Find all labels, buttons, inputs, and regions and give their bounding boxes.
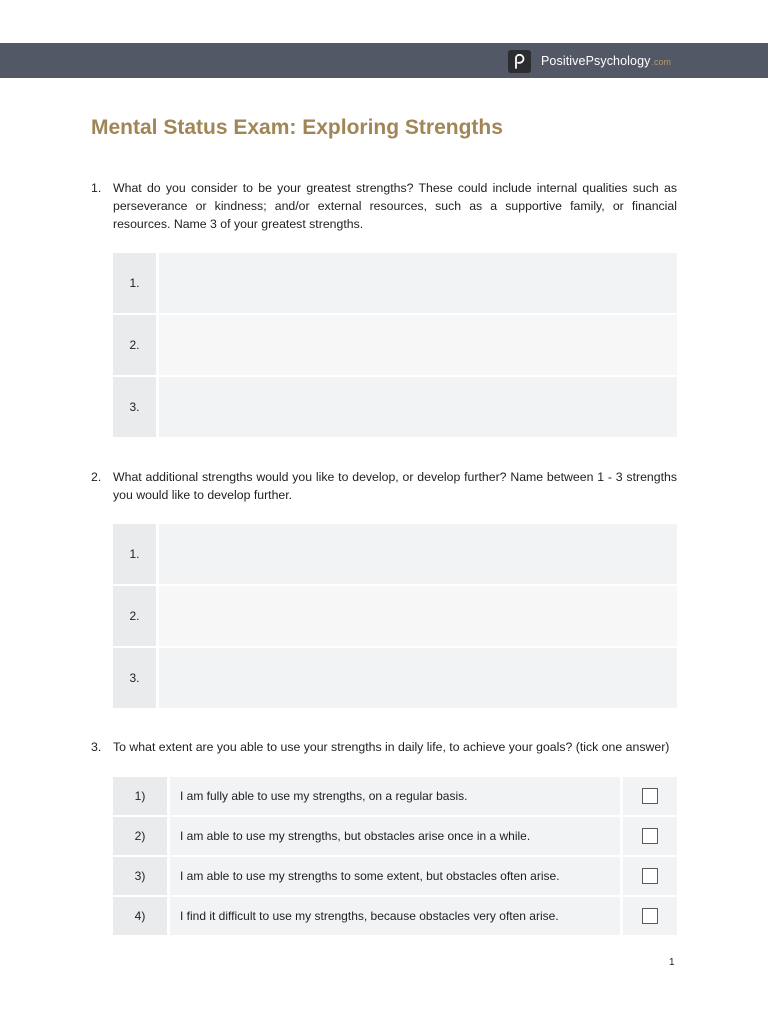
answer-table-2 (113, 524, 677, 710)
checkbox[interactable] (642, 788, 658, 804)
question-text: To what extent are you able to use your strengths in daily life, to achieve your goals? (tick one answer) (113, 740, 670, 754)
answer-field[interactable] (159, 524, 677, 584)
choice-row (113, 897, 677, 935)
choice-table (113, 777, 677, 937)
question-2 (91, 468, 677, 504)
answer-field[interactable] (159, 648, 677, 708)
answer-row-label: 1. (113, 524, 156, 584)
page-number: 1 (669, 957, 675, 968)
p-logo-icon (508, 50, 531, 73)
choice-checkbox-cell (623, 817, 677, 855)
answer-field[interactable] (159, 315, 677, 375)
brand-logo[interactable] (508, 49, 671, 73)
choice-number: 3) (113, 857, 167, 895)
answer-field[interactable] (159, 253, 677, 313)
answer-row (113, 586, 677, 646)
answer-field[interactable] (159, 377, 677, 437)
question-text: What additional strengths would you like to develop, or develop further? Name between 1 - 3 strengths you would like to develop further. (113, 470, 677, 502)
answer-row (113, 648, 677, 708)
choice-row (113, 817, 677, 855)
checkbox[interactable] (642, 828, 658, 844)
answer-row-label: 2. (113, 586, 156, 646)
answer-row (113, 377, 677, 437)
answer-row (113, 524, 677, 584)
answer-table-1 (113, 253, 677, 439)
answer-row (113, 253, 677, 313)
answer-row (113, 315, 677, 375)
checkbox[interactable] (642, 868, 658, 884)
answer-row-label: 3. (113, 648, 156, 708)
question-number: 3. (91, 740, 102, 754)
choice-text: I am able to use my strengths to some extent, but obstacles often arise. (170, 857, 620, 895)
answer-field[interactable] (159, 586, 677, 646)
choice-text: I am fully able to use my strengths, on a regular basis. (170, 777, 620, 815)
question-number: 1. (91, 181, 102, 195)
choice-text: I am able to use my strengths, but obstacles arise once in a while. (170, 817, 620, 855)
page-title: Mental Status Exam: Exploring Strengths (91, 116, 503, 139)
brand-name: PositivePsychology (541, 54, 651, 68)
choice-number: 4) (113, 897, 167, 935)
choice-row (113, 857, 677, 895)
choice-checkbox-cell (623, 857, 677, 895)
choice-text: I find it difficult to use my strengths, because obstacles very often arise. (170, 897, 620, 935)
answer-row-label: 3. (113, 377, 156, 437)
question-1 (91, 179, 677, 233)
brand-suffix: .com (651, 57, 672, 67)
answer-row-label: 1. (113, 253, 156, 313)
choice-number: 2) (113, 817, 167, 855)
choice-number: 1) (113, 777, 167, 815)
question-text: What do you consider to be your greatest strengths? These could include internal qualities such as perseverance or kindness; and/or external resources, such as a supportive family, or financial resources. Name 3 of your greatest strengths. (113, 181, 677, 231)
question-3 (91, 738, 677, 756)
choice-row (113, 777, 677, 815)
header-bar (0, 43, 768, 78)
checkbox[interactable] (642, 908, 658, 924)
answer-row-label: 2. (113, 315, 156, 375)
choice-checkbox-cell (623, 777, 677, 815)
question-number: 2. (91, 470, 102, 484)
choice-checkbox-cell (623, 897, 677, 935)
